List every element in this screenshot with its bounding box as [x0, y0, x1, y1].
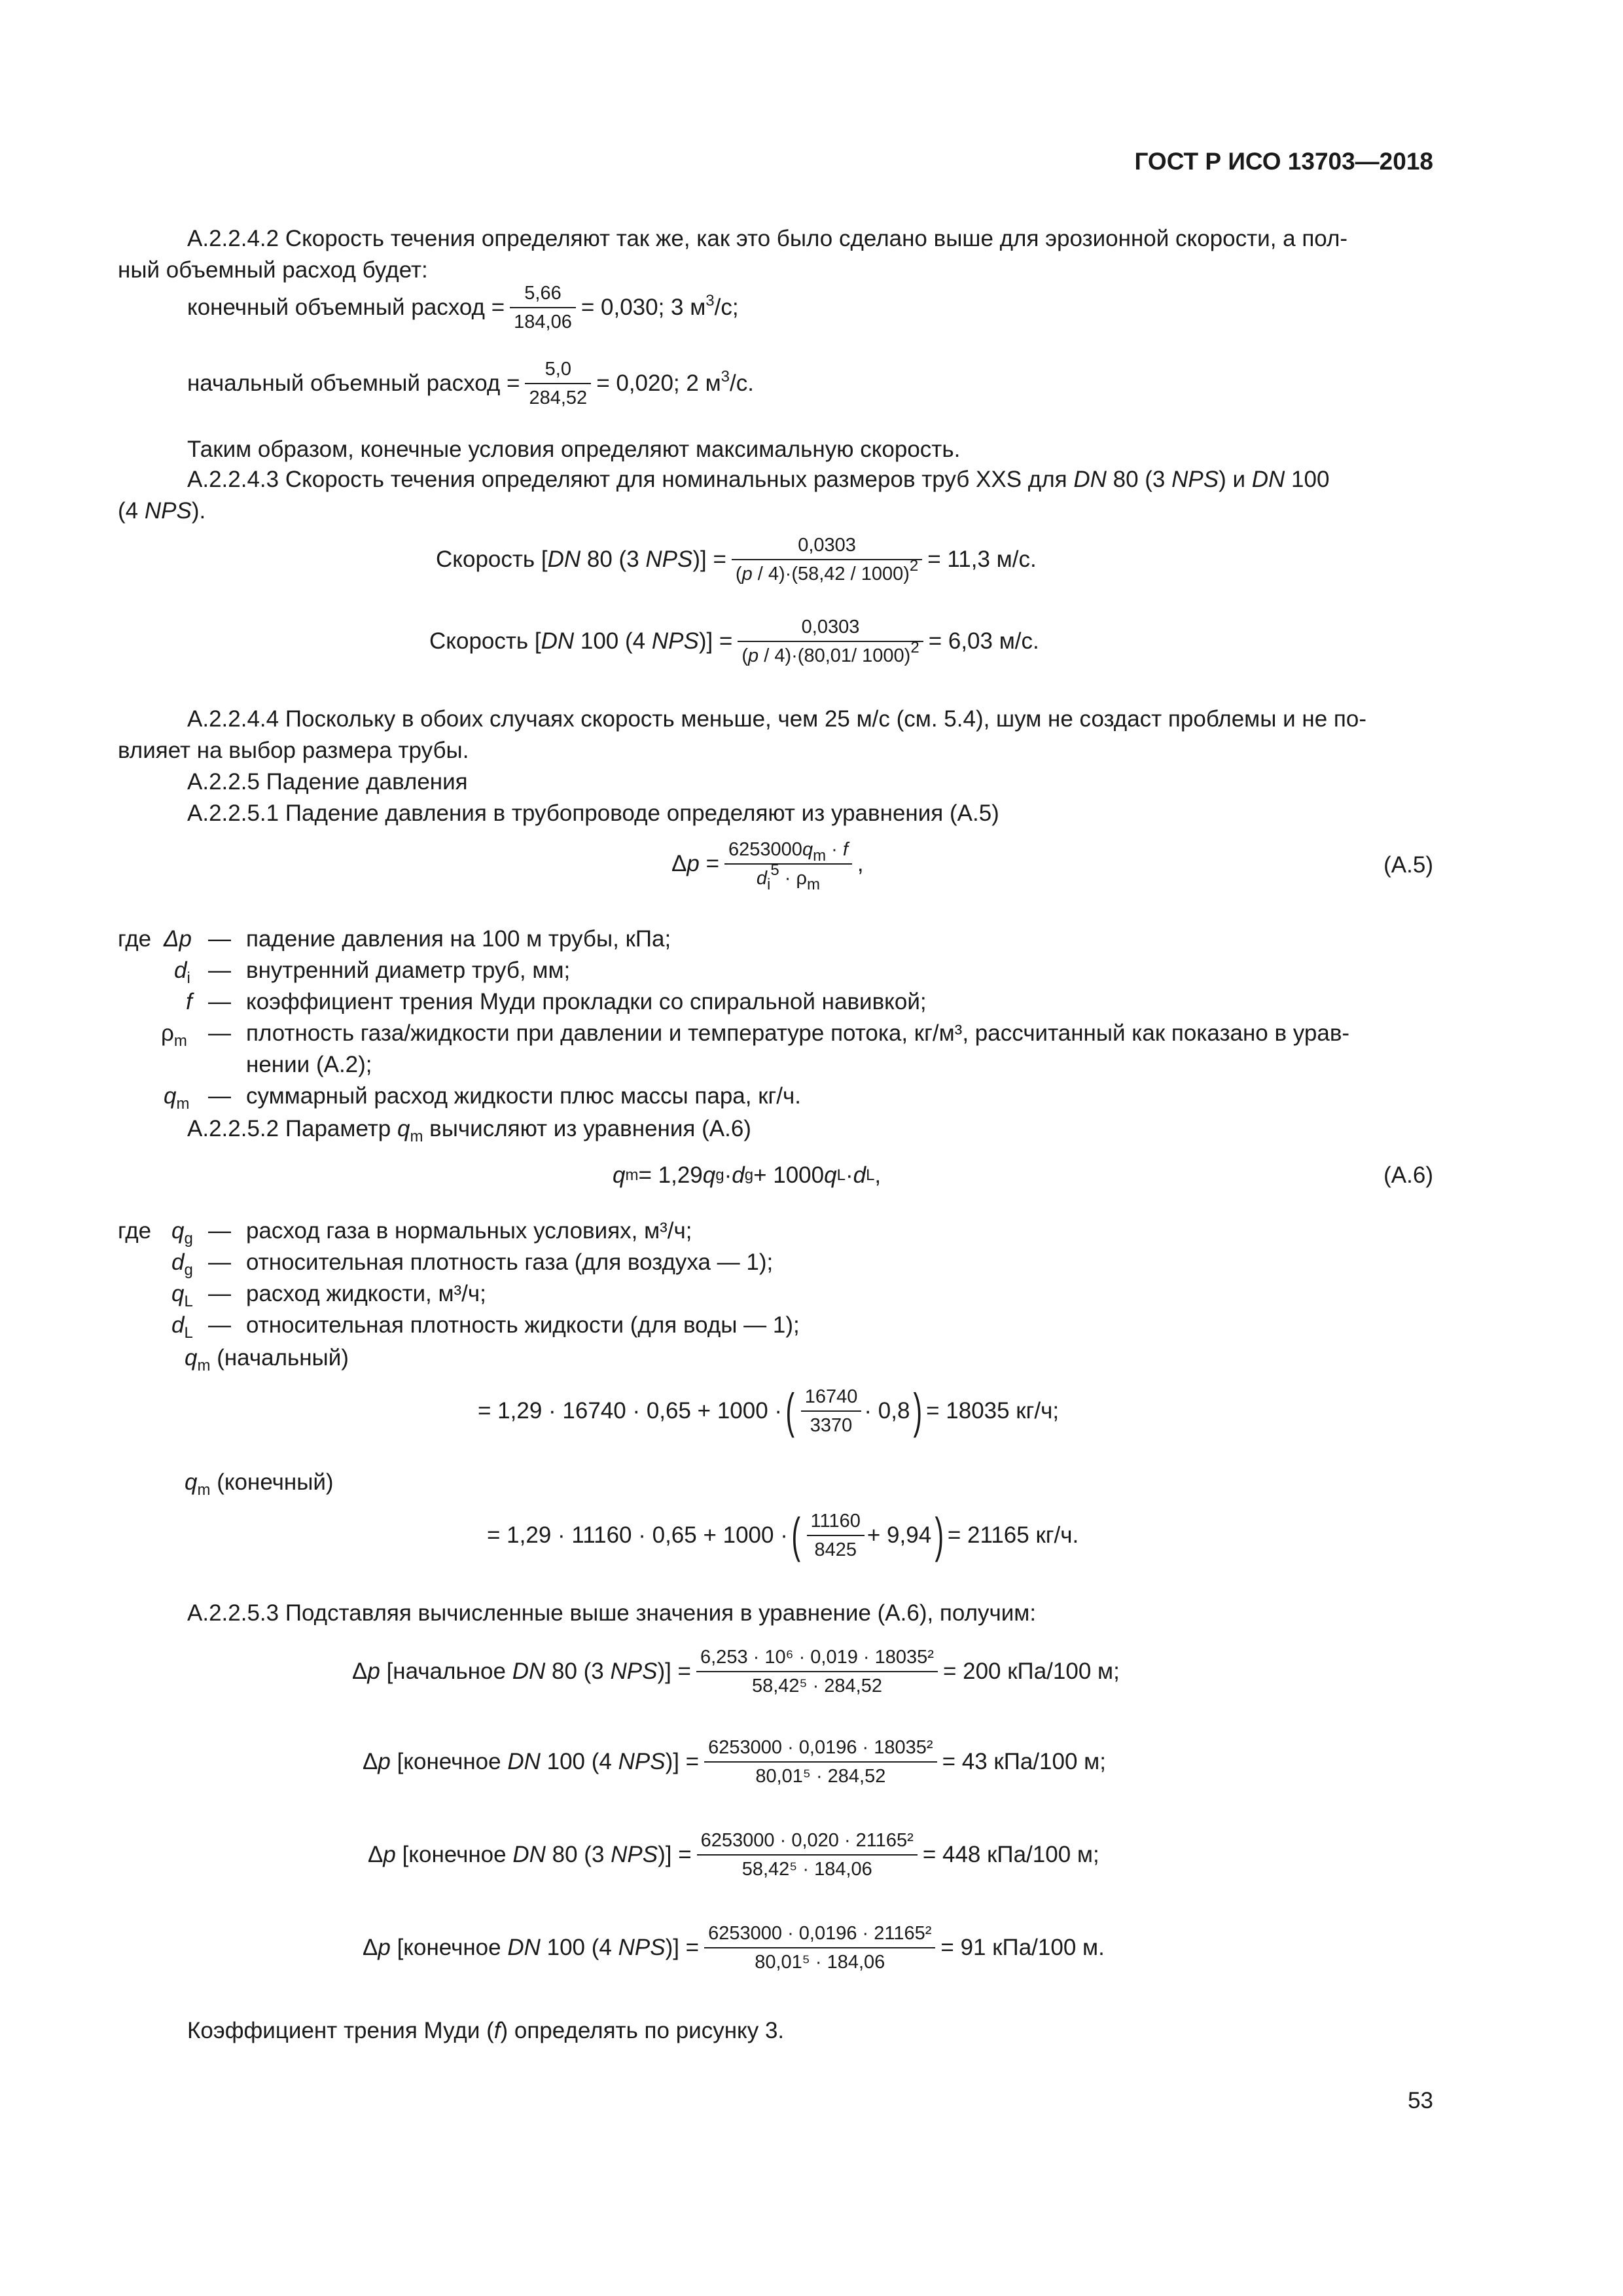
text: 80 (3: [545, 1842, 611, 1867]
def-dash: —: [208, 1249, 231, 1275]
formula-result: = 448 кПа/100 м;: [922, 1842, 1099, 1867]
text: Δ: [363, 1935, 378, 1960]
text: NPS: [610, 1659, 658, 1684]
text: [начальное: [380, 1659, 512, 1684]
text: Коэффициент трения Муди (: [187, 2018, 494, 2043]
text: 6253000: [728, 839, 802, 860]
text: q: [171, 1281, 185, 1306]
text: ρ: [161, 1020, 174, 1046]
subscript: g: [184, 1261, 193, 1279]
text: f: [493, 2018, 501, 2043]
fraction-denominator: 3370: [810, 1415, 853, 1436]
text: p: [748, 645, 759, 666]
text: DN: [512, 1842, 546, 1867]
text: ).: [191, 498, 206, 524]
text: NPS: [144, 498, 192, 524]
text: Скорость [: [436, 547, 548, 572]
text: d: [732, 1162, 745, 1188]
def-symbol: Δp: [164, 926, 192, 952]
fraction: [697, 1829, 918, 1881]
text: d: [171, 1249, 185, 1275]
def-symbol: [161, 1020, 187, 1050]
paragraph-line: ный объемный расход будет:: [118, 257, 428, 283]
text: А.2.2.5.2 Параметр: [187, 1116, 397, 1141]
fraction: [704, 1736, 936, 1788]
text: ) и: [1219, 467, 1252, 492]
def-text: падение давления на 100 м трубы, кПа;: [246, 926, 671, 952]
fraction-denominator: [732, 557, 922, 586]
def-dash: —: [208, 1020, 231, 1046]
text: q: [613, 1162, 626, 1188]
fraction-numerator: 6253000 · 0,0196 · 21165²: [704, 1922, 935, 1948]
subscript: m: [410, 1128, 423, 1145]
superscript: 3: [721, 368, 730, 386]
subscript: m: [197, 1357, 211, 1374]
text: NPS: [645, 547, 693, 572]
def-text: относительная плотность газа (для воздуха — 1);: [246, 1249, 774, 1275]
def-dash: —: [208, 989, 231, 1014]
text: / 4)·(80,01/ 1000): [758, 645, 911, 666]
def-text: суммарный расход жидкости плюс массы пара, кг/ч.: [246, 1083, 801, 1109]
text: 100 (4: [574, 628, 652, 654]
text: DN: [512, 1659, 546, 1684]
fraction-denominator: 80,01⁵ · 184,06: [755, 1952, 885, 1973]
subscript: i: [187, 969, 190, 987]
text: p: [687, 851, 700, 876]
page-number: 53: [1408, 2088, 1433, 2113]
superscript: 2: [909, 557, 919, 575]
subscript: m: [197, 1481, 211, 1499]
equation-number: (А.5): [1383, 852, 1433, 878]
text: NPS: [1171, 467, 1219, 492]
text: =: [699, 851, 720, 876]
qm-final-label: [185, 1469, 334, 1499]
text: q: [185, 1345, 198, 1371]
def-where: где: [118, 926, 152, 952]
text: + 9,94: [866, 1522, 932, 1548]
equation-a6: q m = 1,29 q g · d g + 1000 q L · d L ,: [613, 1162, 882, 1188]
def-symbol: [171, 1249, 193, 1279]
paragraph-line: [118, 497, 205, 525]
subscript: i: [767, 876, 771, 893]
text: = 1,29 · 16740 · 0,65 + 1000 ·: [478, 1398, 783, 1424]
text: DN: [507, 1935, 541, 1960]
formula-result: = 18035 кг/ч;: [926, 1398, 1060, 1424]
formula-label: [429, 628, 732, 655]
fraction: [525, 357, 591, 410]
text: q: [397, 1116, 410, 1141]
fraction-denominator: 184,06: [514, 312, 572, 332]
paragraph-line: [187, 2017, 784, 2045]
formula-label: [368, 1842, 692, 1868]
text: Δ: [363, 1749, 378, 1774]
text: d: [756, 868, 768, 889]
formula-dp-4: [363, 1922, 1105, 1974]
text: 80 (3: [1106, 467, 1172, 492]
fraction: [724, 838, 852, 893]
text: p: [378, 1749, 391, 1774]
text: А.2.2.4.3 Скорость течения определяют для номинальных размеров труб XXS для: [187, 467, 1074, 492]
text: ,: [857, 851, 864, 876]
text: )] =: [658, 1842, 692, 1867]
text: p: [378, 1935, 391, 1960]
result-text: /с;: [714, 295, 739, 320]
text: (4: [118, 498, 145, 524]
text: NPS: [651, 628, 699, 654]
superscript: 2: [910, 639, 919, 656]
text: NPS: [618, 1749, 666, 1774]
text: p: [367, 1659, 380, 1684]
qm-initial-label: [185, 1344, 349, 1372]
result-text: /с.: [730, 370, 754, 396]
text: ·: [845, 1162, 853, 1188]
def-symbol: [164, 1083, 190, 1113]
def-text: относительная плотность жидкости (для воды — 1);: [246, 1312, 800, 1338]
fraction: [738, 615, 923, 668]
text: ,: [874, 1162, 882, 1188]
subscript: L: [184, 1293, 193, 1310]
def-where: где: [118, 1218, 152, 1244]
text: = 1,29 · 11160 · 0,65 + 1000 ·: [487, 1522, 788, 1548]
def-symbol: [171, 1217, 193, 1245]
fraction-numerator: 6253000 · 0,020 · 21165²: [697, 1829, 918, 1856]
text: + 1000: [753, 1162, 825, 1188]
equation-number: (А.6): [1383, 1162, 1433, 1188]
fraction: [704, 1922, 935, 1974]
subscript: g: [184, 1230, 193, 1247]
text: (конечный): [210, 1469, 334, 1495]
text: · ρ: [779, 868, 808, 889]
text: (: [735, 564, 742, 584]
text: Δ: [352, 1659, 368, 1684]
fraction-denominator: 58,42⁵ · 184,06: [741, 1859, 872, 1880]
paragraph-line: А.2.2.5.1 Падение давления в трубопроводе определяют из уравнения (А.5): [187, 800, 999, 826]
text: q: [185, 1469, 198, 1495]
result-text: = 0,020; 2 м: [596, 370, 721, 396]
fraction: [801, 1385, 862, 1437]
left-paren: (: [791, 1508, 800, 1562]
text: d: [174, 958, 187, 983]
paragraph-line: А.2.2.4.4 Поскольку в обоих случаях скорость меньше, чем 25 м/с (см. 5.4), шум не создаст проблемы и не по-: [187, 706, 1366, 732]
formula-label: [363, 1749, 699, 1775]
formula-velocity-dn100: [429, 615, 1039, 668]
formula-result: = 91 кПа/100 м.: [940, 1935, 1105, 1960]
fraction-denominator: [738, 639, 923, 668]
fraction-numerator: 5,0: [525, 357, 591, 384]
text: (начальный): [210, 1345, 349, 1371]
text: / 4)·(58,42 / 1000): [752, 564, 910, 584]
def-dash: —: [208, 958, 231, 983]
text: (: [741, 645, 749, 666]
formula-result: = 21165 кг/ч.: [947, 1522, 1079, 1548]
text: q: [702, 1162, 716, 1188]
def-text: плотность газа/жидкости при давлении и температуре потока, кг/м³, рассчитанный как показано в урав-: [246, 1020, 1350, 1046]
text: Δ: [671, 851, 687, 876]
text: NPS: [611, 1842, 658, 1867]
text: q: [171, 1218, 185, 1244]
subscript: m: [176, 1095, 190, 1113]
def-text-continued: нении (А.2);: [246, 1052, 372, 1077]
text: d: [171, 1312, 185, 1338]
formula-result: = 11,3 м/с.: [927, 547, 1037, 572]
formula-result: = 43 кПа/100 м;: [942, 1749, 1106, 1774]
text: DN: [547, 547, 581, 572]
subscript: m: [807, 876, 821, 893]
text: ·: [826, 839, 843, 860]
text: q: [802, 839, 813, 860]
result-text: = 0,030; 3 м: [580, 295, 706, 320]
formula-dp-1: [352, 1645, 1120, 1698]
fraction-denominator: 58,42⁵ · 284,52: [751, 1676, 883, 1696]
fraction: [732, 533, 922, 586]
fraction-denominator: 8425: [814, 1539, 857, 1560]
def-symbol: f: [186, 989, 192, 1014]
def-text: коэффициент трения Муди прокладки со спиральной навивкой;: [246, 989, 927, 1014]
paragraph-line: влияет на выбор размера трубы.: [118, 738, 469, 763]
def-text: расход жидкости, м³/ч;: [246, 1281, 486, 1306]
text: вычисляют из уравнения (А.6): [423, 1116, 751, 1141]
text: DN: [1251, 467, 1285, 492]
formula-label: начальный объемный расход =: [187, 370, 520, 396]
text: 80 (3: [580, 547, 646, 572]
formula-dp-2: [363, 1736, 1106, 1788]
paragraph-line: А.2.2.4.2 Скорость течения определяют так же, как это было сделано выше для эрозионной скорости, а пол-: [187, 226, 1348, 251]
equation-lhs: [671, 851, 719, 877]
subscript: L: [184, 1324, 193, 1342]
document-header: ГОСТ Р ИСО 13703—2018: [1134, 148, 1433, 175]
text: = 1,29: [638, 1162, 703, 1188]
text: 100 (4: [540, 1935, 618, 1960]
text: )] =: [692, 547, 726, 572]
def-symbol: [171, 1312, 193, 1342]
fraction-denominator: 80,01⁵ · 284,52: [755, 1766, 886, 1787]
text: · 0,8: [864, 1398, 910, 1424]
fraction: [807, 1509, 865, 1562]
text: )] =: [665, 1935, 700, 1960]
text: [конечное: [390, 1749, 508, 1774]
def-dash: —: [208, 1083, 231, 1109]
fraction: [696, 1645, 938, 1698]
text: ·: [724, 1162, 732, 1188]
text: DN: [541, 628, 575, 654]
def-dash: —: [208, 1312, 231, 1338]
text: ) определять по рисунку 3.: [500, 2018, 785, 2043]
formula-dp-3: [368, 1829, 1099, 1881]
fraction-numerator: [724, 838, 852, 865]
text: [конечное: [395, 1842, 513, 1867]
text: p: [383, 1842, 396, 1867]
fraction-numerator: 5,66: [510, 281, 576, 308]
formula-result: [580, 292, 739, 321]
text: DN: [1073, 467, 1107, 492]
paragraph-line: [187, 466, 1329, 493]
formula-result: = 200 кПа/100 м;: [942, 1659, 1120, 1684]
equation-a5: [671, 838, 864, 893]
def-text: расход газа в нормальных условиях, м³/ч;: [246, 1218, 692, 1244]
left-paren: (: [785, 1384, 795, 1438]
def-symbol: [174, 957, 190, 987]
paragraph-line: А.2.2.5.3 Подставляя вычисленные выше значения в уравнение (А.6), получим:: [187, 1600, 1037, 1626]
def-dash: —: [208, 1218, 231, 1244]
text: )] =: [657, 1659, 691, 1684]
section-heading: А.2.2.5 Падение давления: [187, 769, 468, 795]
text: [конечное: [390, 1935, 508, 1960]
def-dash: —: [208, 1281, 231, 1306]
text: f: [842, 839, 848, 860]
fraction-numerator: 11160: [807, 1509, 865, 1536]
formula-label: конечный объемный расход =: [187, 295, 505, 320]
formula-label: [363, 1935, 699, 1961]
text: DN: [507, 1749, 541, 1774]
text: 100 (4: [540, 1749, 618, 1774]
fraction: [510, 281, 576, 334]
text: d: [853, 1162, 866, 1188]
text: q: [824, 1162, 837, 1188]
text: 80 (3: [545, 1659, 611, 1684]
formula-result: = 6,03 м/с.: [928, 628, 1039, 654]
formula-result: [596, 370, 754, 397]
right-paren: ): [935, 1508, 944, 1562]
text: )] =: [698, 628, 733, 654]
formula-velocity-dn80: [436, 533, 1037, 586]
fraction-denominator: [724, 861, 852, 893]
formula-qm-final: [487, 1509, 1079, 1562]
paragraph-line: Таким образом, конечные условия определяют максимальную скорость.: [187, 437, 961, 462]
superscript: 5: [770, 861, 779, 879]
def-text: внутренний диаметр труб, мм;: [246, 958, 571, 983]
formula-label: [352, 1659, 691, 1685]
formula-label: [436, 547, 726, 573]
text: NPS: [618, 1935, 666, 1960]
text: q: [164, 1083, 177, 1109]
def-dash: —: [208, 926, 231, 952]
subscript: m: [813, 847, 827, 865]
text: Δ: [368, 1842, 383, 1867]
formula-initial-flow: [187, 357, 754, 410]
def-symbol: [171, 1280, 193, 1308]
paragraph-line: [187, 1115, 751, 1143]
formula-final-flow: [187, 281, 739, 334]
fraction-numerator: 16740: [801, 1385, 862, 1412]
text: 100: [1285, 467, 1330, 492]
formula-qm-initial: [478, 1385, 1059, 1437]
fraction-denominator: 284,52: [529, 387, 588, 408]
text: p: [741, 564, 753, 584]
text: Скорость [: [429, 628, 541, 654]
right-paren: ): [913, 1384, 923, 1438]
fraction-numerator: 0,0303: [738, 615, 923, 642]
text: )] =: [665, 1749, 700, 1774]
fraction-numerator: 6,253 · 10⁶ · 0,019 · 18035²: [696, 1645, 938, 1672]
subscript: m: [173, 1032, 187, 1050]
fraction-numerator: 0,0303: [732, 533, 922, 560]
superscript: 3: [705, 292, 715, 310]
fraction-numerator: 6253000 · 0,0196 · 18035²: [704, 1736, 936, 1763]
